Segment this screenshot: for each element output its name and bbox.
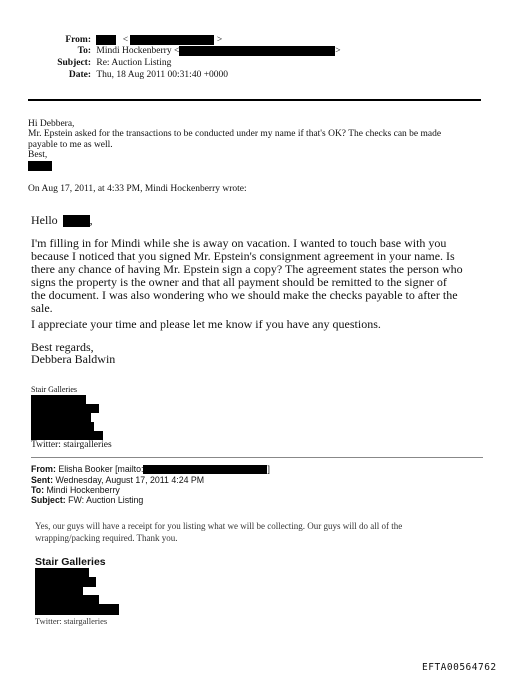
quoted-signature: Debbera Baldwin	[31, 352, 116, 366]
document-id: EFTA00564762	[422, 662, 497, 673]
redaction	[31, 422, 94, 431]
header-to-row	[47, 45, 341, 57]
to-value: Mindi Hockenberry <	[96, 46, 180, 56]
quoted-p1-line-3: there any chance of having Mr. Epstein sign a copy? The agreement states the person who	[31, 262, 463, 276]
forward-from-row	[31, 464, 270, 475]
date-label: Date:	[68, 70, 91, 80]
quoted-p1-line-4: signs the property is the owner and that all payment should be remitted to the signer of	[31, 275, 447, 289]
reply-line-2: payable to me as well.	[28, 140, 113, 150]
quoted-regards: Best regards,	[31, 340, 94, 354]
forward-company: Stair Galleries	[35, 556, 106, 568]
header-date-row	[47, 69, 228, 81]
redaction	[31, 413, 91, 422]
redaction	[179, 46, 335, 56]
fw-sent-label: Sent:	[31, 475, 53, 485]
redaction	[31, 404, 99, 413]
hello-text: Hello	[31, 213, 58, 227]
quoted-p1-line-2: because I noticed that you signed Mr. Epstein's consignment agreement in your name. Is	[31, 249, 455, 263]
fw-sent-value: Wednesday, August 17, 2011 4:24 PM	[55, 475, 205, 485]
quoted-twitter: Twitter: stairgalleries	[31, 440, 112, 450]
redaction	[143, 464, 270, 474]
reply-line-1: Mr. Epstein asked for the transactions to be conducted under my name if that's OK? The checks can be made	[28, 129, 442, 139]
fw-to-label: To:	[31, 485, 45, 495]
redaction	[63, 215, 90, 227]
to-label: To:	[77, 46, 91, 56]
redaction	[28, 161, 52, 171]
header-divider	[28, 99, 481, 101]
subject-label: Subject:	[57, 58, 91, 68]
redaction	[31, 395, 86, 404]
hello-comma: ,	[89, 213, 93, 227]
forward-twitter: Twitter: stairgalleries	[35, 616, 108, 626]
fw-subject-value: FW: Auction Listing	[68, 495, 144, 505]
fw-from-value: Elisha Booker [mailto:	[58, 464, 144, 474]
quoted-p1-line-6: sale.	[31, 301, 53, 315]
redaction	[35, 604, 119, 615]
forward-body-line-2: wrapping/packing required. Thank you.	[35, 533, 178, 543]
fw-from-end: ]	[267, 464, 270, 474]
fw-subject-label: Subject:	[31, 495, 66, 505]
quoted-company: Stair Galleries	[31, 385, 77, 394]
forward-divider	[31, 457, 483, 458]
quote-header: On Aug 17, 2011, at 4:33 PM, Mindi Hockenberry wrote:	[28, 184, 247, 194]
to-gt: >	[335, 46, 341, 56]
forward-body-line-1: Yes, our guys will have a receipt for you listing what we will be collecting. Our guys will do all of the	[35, 521, 403, 531]
from-lt: <	[122, 35, 129, 45]
quoted-hello	[31, 214, 93, 227]
quoted-p2: I appreciate your time and please let me know if you have any questions.	[31, 317, 381, 331]
quoted-p1-line-5: the document. I was also wondering who we should make the checks payable to after the	[31, 288, 458, 302]
from-label: From:	[65, 35, 91, 45]
forward-sent-row	[31, 475, 204, 486]
header-subject-row	[47, 57, 171, 69]
forward-subject-row	[31, 495, 143, 506]
reply-closing: Best,	[28, 150, 48, 160]
fw-to-value: Mindi Hockenberry	[46, 485, 120, 495]
fw-from-label: From:	[31, 464, 56, 474]
quoted-p1-line-1: I'm filling in for Mindi while she is away on vacation. I wanted to touch base with you	[31, 236, 447, 250]
redaction	[96, 35, 116, 45]
from-gt: >	[216, 35, 223, 45]
subject-value: Re: Auction Listing	[96, 58, 172, 68]
redaction	[130, 35, 214, 45]
forward-to-row	[31, 485, 120, 496]
reply-greeting: Hi Debbera,	[28, 119, 75, 129]
date-value: Thu, 18 Aug 2011 00:31:40 +0000	[96, 70, 229, 80]
